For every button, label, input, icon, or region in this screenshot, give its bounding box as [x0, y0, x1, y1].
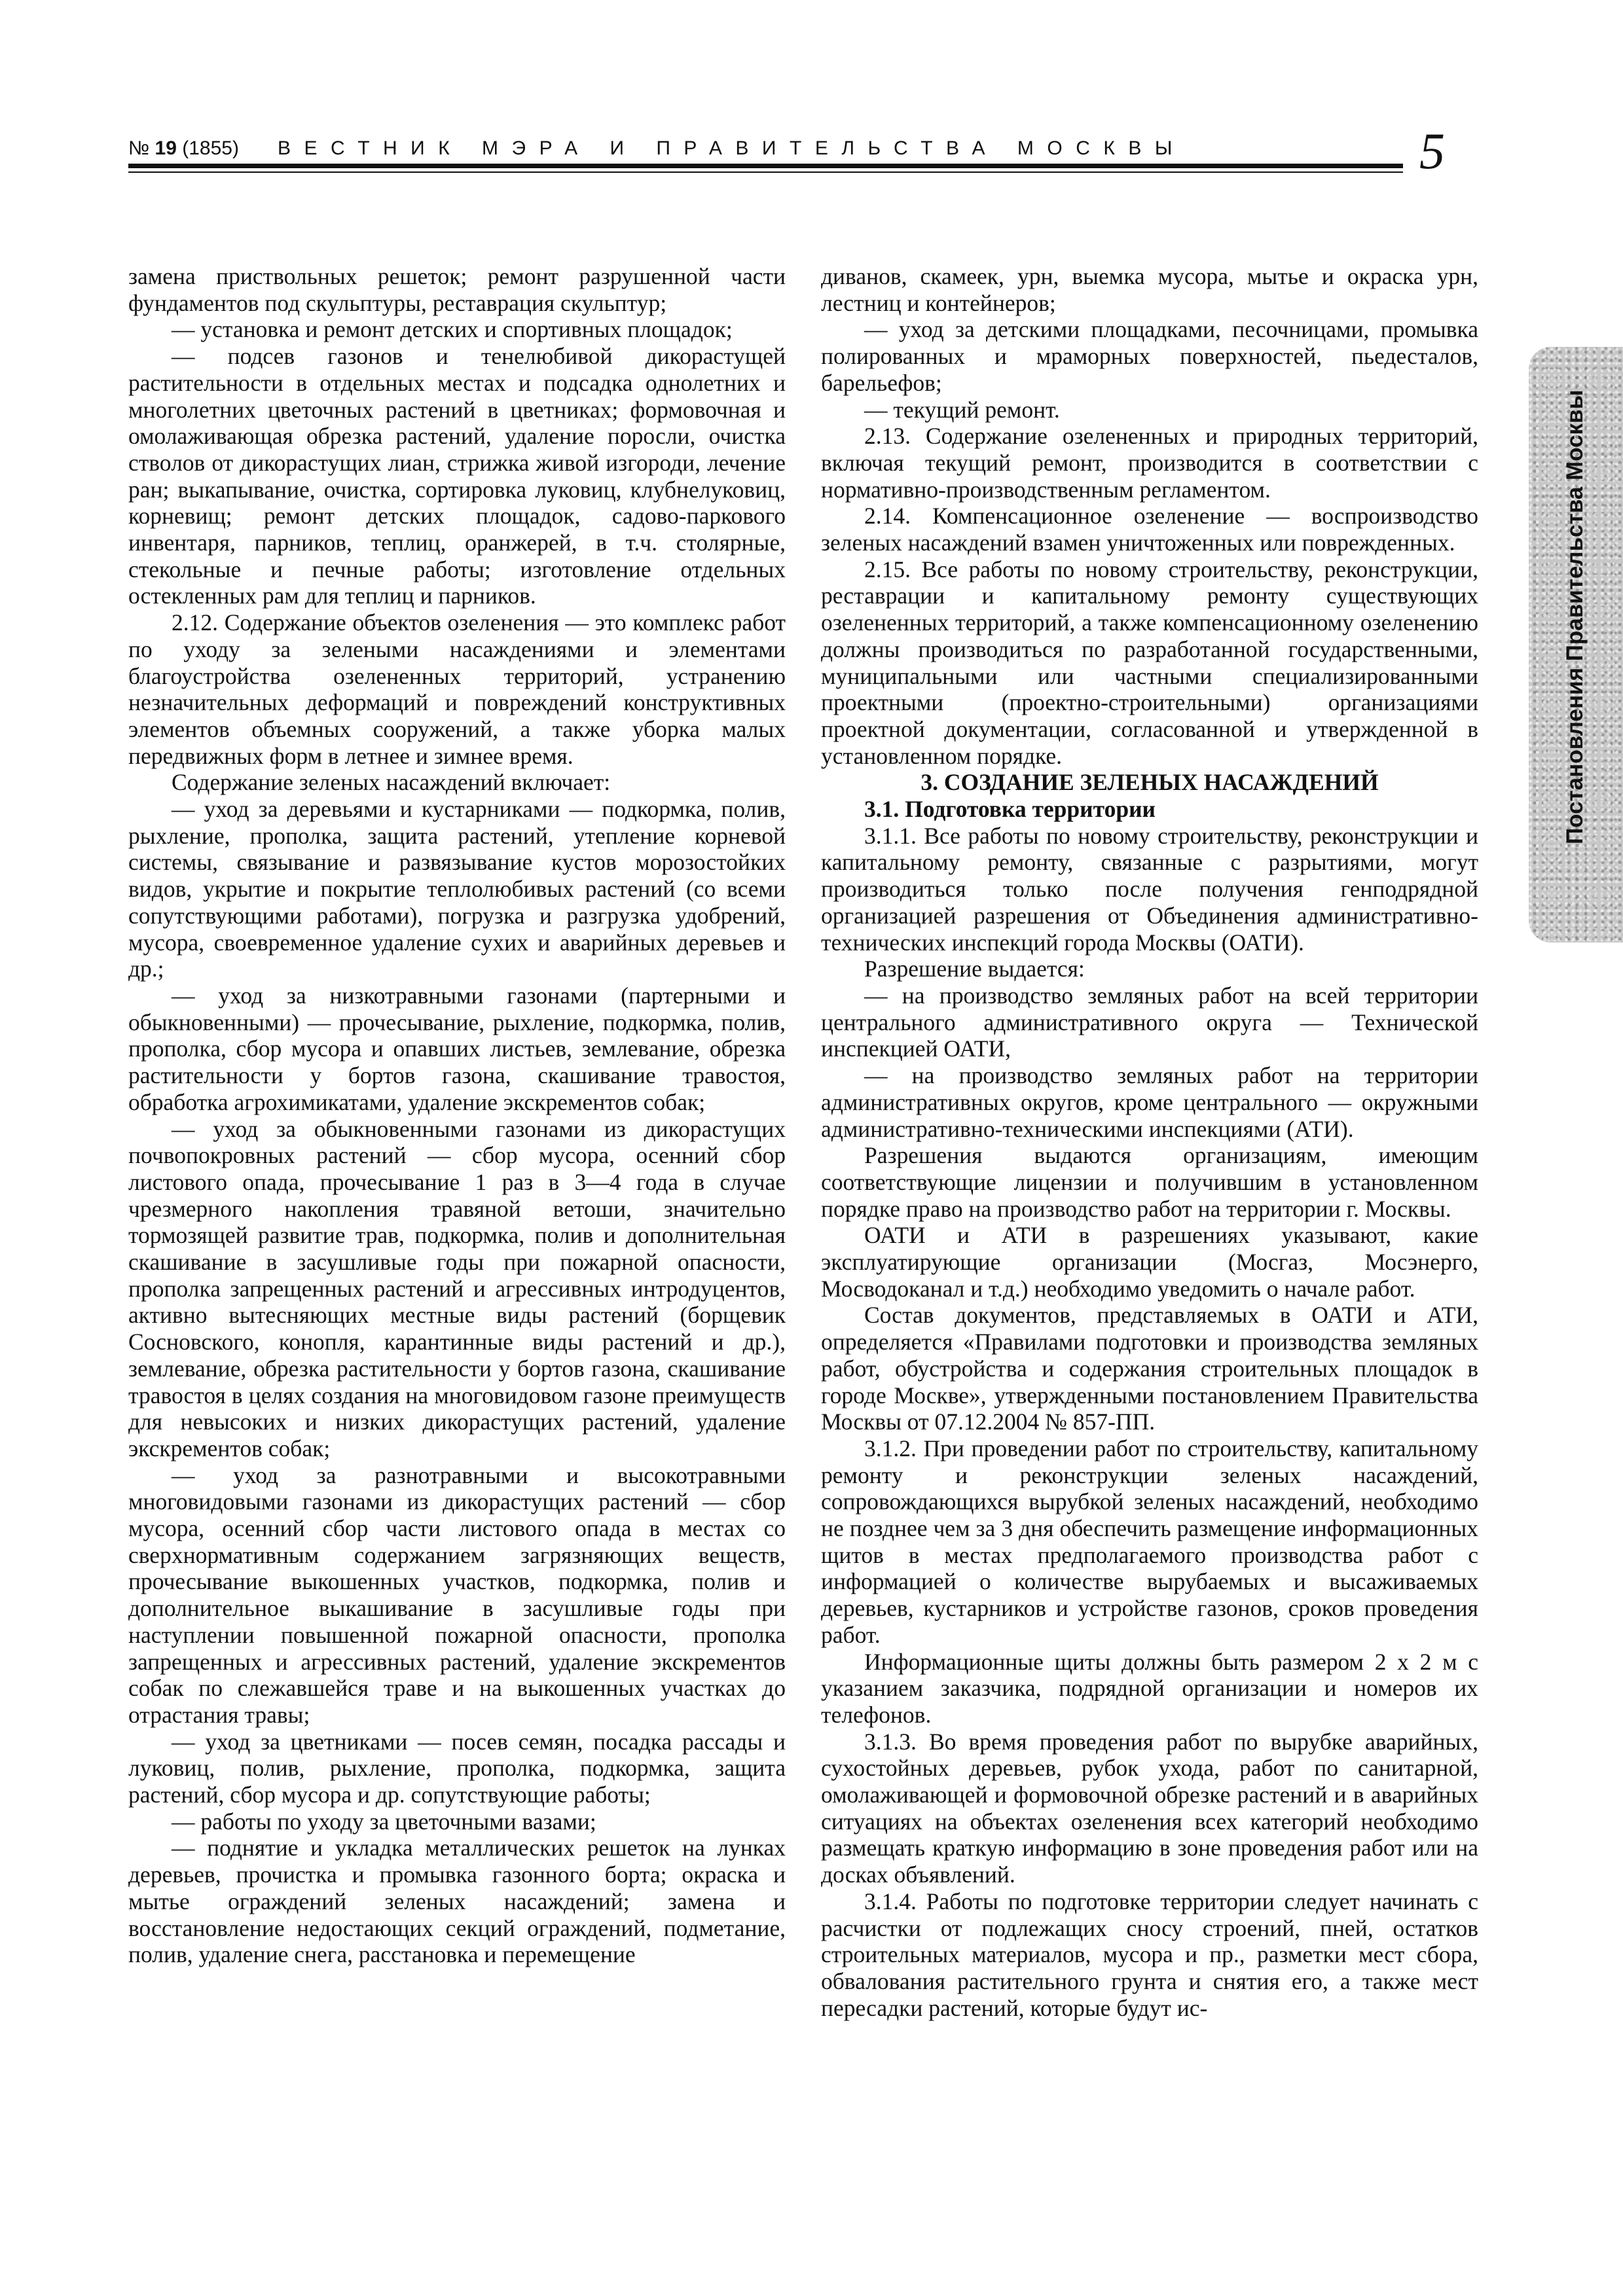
paragraph: — уход за разнотравными и высокотравными многовидовыми газонами из дикорастущих растений — сбор мусора, осенний сбор части листового опада в местах со сверхнормативным содержанием загрязняющих веществ, прочесывание выкошенных участков, подкормка, полив и дополнительное выкашивание в засушливые годы при наступлении повышенной пожарной опасности, прополка запрещенных и агрессивных растений, удаление экскрементов собак по слежавшейся траве и на выкошенных участках до отрастания травы;	[128, 1462, 786, 1728]
section-side-tab-label: Постановления Правительства Москвы	[1562, 389, 1588, 844]
paragraph: — установка и ремонт детских и спортивных площадок;	[172, 316, 733, 343]
right-column	[821, 263, 1478, 2021]
page-number: 5	[1419, 122, 1445, 179]
masthead: ВЕСТНИК МЭРА И ПРАВИТЕЛЬСТВА МОСКВЫ	[278, 137, 1186, 159]
paragraph: — уход за обыкновенными газонами из дикорастущих почвопокровных растений — сбор мусора, осенний сбор листового опада, прочесывание 1 раз в 3—4 года в случае чрезмерного накопления травяной ветоши, значительно тормозящей развитие трав, подкормка, полив и дополнительная скашивание в засушливые годы при пожарной опасности, прополка запрещенных растений и агрессивных интродуцентов, активно вытесняющих местные виды растений (борщевик Сосновского, конопля, карантинные виды растений и др.), землевание, обрезка растительности у бортов газона, скашивание травостоя в целях создания на многовидовом газоне преимуществ для невысоких и низких дикорастущих растений, удаление экскрементов собак;	[128, 1115, 786, 1462]
header-rule-thick	[128, 164, 1403, 168]
paragraph: — уход за деревьями и кустарниками — подкормка, полив, рыхление, прополка, защита растений, утепление корневой системы, связывание и развязывание кустов морозостойких видов, укрытие и покрытие теплолюбивых растений (со всеми сопутствующими работами), погрузка и разгрузка удобрений, мусора, своевременное удаление сухих и аварийных деревьев и др.;	[128, 796, 786, 982]
paragraph: — поднятие и укладка металлических решеток на лунках деревьев, прочистка и промывка газонного борта; окраска и мытье ограждений зеленых насаждений; замена и восстановление недостающих секций ограждений, подметание, полив, удаление снега, расстановка и перемещение	[128, 1835, 786, 1968]
paragraph: — уход за детскими площадками, песочницами, промывка полированных и мраморных поверхностей, пьедесталов, барельефов;	[821, 316, 1478, 396]
paragraph: диванов, скамеек, урн, выемка мусора, мытье и окраска урн, лестниц и контейнеров;	[821, 263, 1478, 316]
paragraph: Информационные щиты должны быть размером 2 х 2 м с указанием заказчика, подрядной организации и номеров их телефонов.	[821, 1648, 1478, 1728]
issue-number: № 19 (1855)	[128, 137, 239, 159]
paragraph: Разрешение выдается:	[864, 956, 1085, 982]
left-column	[128, 263, 786, 1968]
subsection-heading: 3.1. Подготовка территории	[864, 796, 1156, 823]
paragraph: 3.1.2. При проведении работ по строительству, капитальному ремонту и реконструкции зеленых насаждений, сопровождающихся вырубкой зеленых насаждений, необходимо не позднее чем за 3 дня обеспечить размещение информационных щитов в местах предполагаемого производства работ с информацией о количестве вырубаемых и высаживаемых деревьев, кустарников и устройстве газонов, сроков проведения работ.	[821, 1435, 1478, 1648]
section-heading: 3. СОЗДАНИЕ ЗЕЛЕНЫХ НАСАЖДЕНИЙ	[921, 769, 1379, 796]
paragraph: 3.1.1. Все работы по новому строительству, реконструкции и капитальному ремонту, связанные с разрытиями, могут производиться только после получения генподрядной организацией разрешения от Объединения административно-технических инспекций города Москвы (ОАТИ).	[821, 822, 1478, 956]
paragraph: 3.1.3. Во время проведения работ по вырубке аварийных, сухостойных деревьев, рубок ухода, работ по санитарной, омолаживающей и формовочной обрезке растений и в аварийных ситуациях на объектах озеленения всех категорий необходимо размещать краткую информацию в зоне проведения работ или на досках объявлений.	[821, 1728, 1478, 1888]
paragraph: — текущий ремонт.	[864, 396, 1060, 423]
paragraph: 2.15. Все работы по новому строительству, реконструкции, реставрации и капитальному ремонту существующих озелененных территорий, а также компенсационному озеленению должны производиться по разработанной государственными, муниципальными или частными специализированными проектными (проектно-строительными) организациями проектной документации, согласованной и утвержденной в установленном порядке.	[821, 556, 1478, 769]
paragraph: 3.1.4. Работы по подготовке территории следует начинать с расчистки от подлежащих сносу строений, пней, остатков строительных материалов, мусора и пр., разметки мест сбора, обвалования растительного грунта и снятия его, а также мест пересадки растений, которые будут ис-	[821, 1888, 1478, 2021]
paragraph: — на производство земляных работ на территории административных округов, кроме центрального — окружными административно-техническими инспекциями (АТИ).	[821, 1062, 1478, 1142]
paragraph: — подсев газонов и тенелюбивой дикорастущей растительности в отдельных местах и подсадка однолетних и многолетних цветочных растений в цветниках; формовочная и омолаживающая обрезка растений, удаление поросли, очистка стволов от дикорастущих лиан, стрижка живой изгороди, лечение ран; выкапывание, очистка, сортировка луковиц, клубнелуковиц, корневищ; ремонт детских площадок, садово-паркового инвентаря, парников, теплиц, оранжерей, в т.ч. столярные, стекольные и печные работы; изготовление отдельных остекленных рам для теплиц и парников.	[128, 343, 786, 609]
paragraph: — на производство земляных работ на всей территории центрального административного округа — Технической инспекцией ОАТИ,	[821, 982, 1478, 1062]
paragraph: 2.13. Содержание озелененных и природных территорий, включая текущий ремонт, производится в соответствии с нормативно-производственным регламентом.	[821, 423, 1478, 503]
paragraph: 2.14. Компенсационное озеленение — воспроизводство зеленых насаждений взамен уничтоженных или поврежденных.	[821, 503, 1478, 556]
paragraph: замена приствольных решеток; ремонт разрушенной части фундаментов под скульптуры, реставрация скульптур;	[128, 263, 786, 316]
paragraph: ОАТИ и АТИ в разрешениях указывают, какие эксплуатирующие организации (Мосгаз, Мосэнерго, Мосводоканал и т.д.) необходимо уведомить о начале работ.	[821, 1222, 1478, 1302]
paragraph: — уход за цветниками — посев семян, посадка рассады и луковиц, полив, рыхление, прополка, подкормка, защита растений, сбор мусора и др. сопутствующие работы;	[128, 1728, 786, 1808]
page-header	[128, 128, 1425, 168]
paragraph: 2.12. Содержание объектов озеленения — это комплекс работ по уходу за зелеными насаждениями и элементами благоустройства озелененных территорий, устранению незначительных деформаций и повреждений конструктивных элементов объемных сооружений, а также уборка малых передвижных форм в летнее и зимнее время.	[128, 609, 786, 769]
header-rule-thin	[128, 171, 1403, 173]
paragraph: — работы по уходу за цветочными вазами;	[172, 1808, 596, 1835]
paragraph: Состав документов, представляемых в ОАТИ и АТИ, определяется «Правилами подготовки и производства земляных работ, обустройства и содержания строительных площадок в городе Москве», утвержденными постановлением Правительства Москвы от 07.12.2004 № 857-ПП.	[821, 1302, 1478, 1435]
paragraph: — уход за низкотравными газонами (партерными и обыкновенными) — прочесывание, рыхление, подкормка, полив, прополка, сбор мусора и опавших листьев, землевание, обрезка растительности у бортов газона, скашивание травостоя, обработка агрохимикатами, удаление экскрементов собак;	[128, 982, 786, 1115]
paragraph: Разрешения выдаются организациям, имеющим соответствующие лицензии и получившим в установленном порядке право на производство работ на территории г. Москвы.	[821, 1142, 1478, 1222]
paragraph: Содержание зеленых насаждений включает:	[172, 769, 611, 796]
